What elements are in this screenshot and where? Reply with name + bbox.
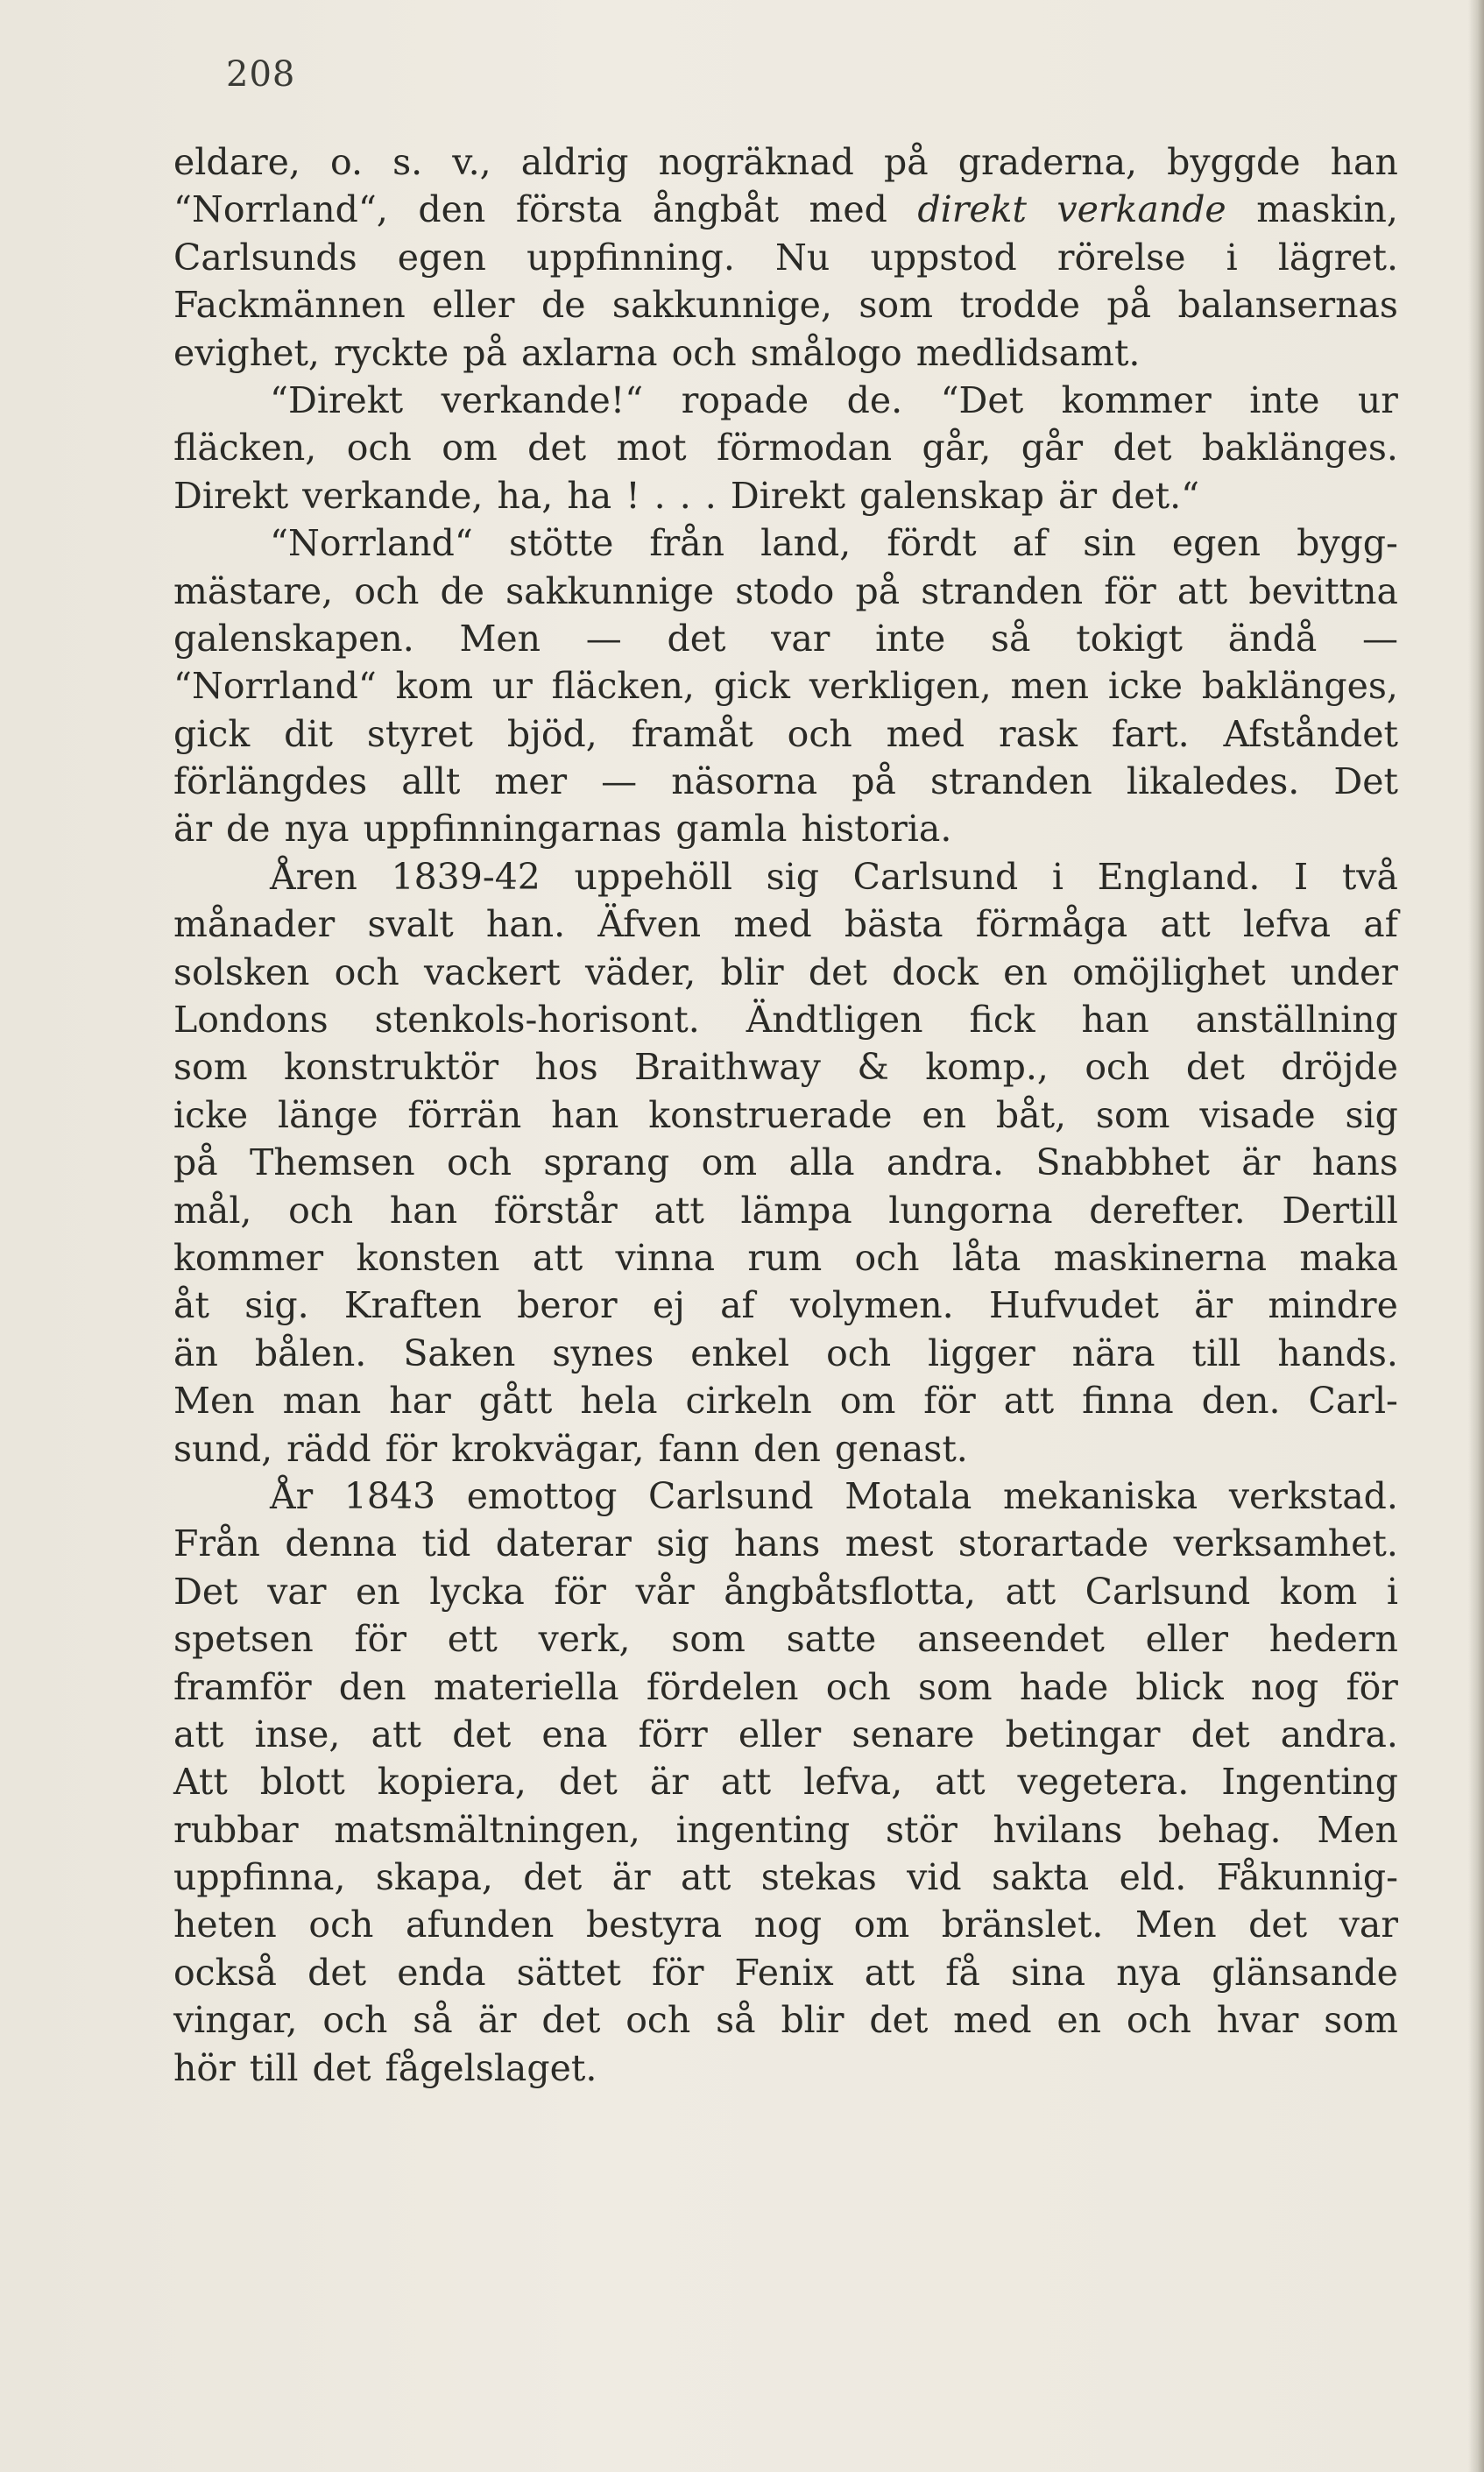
text-line: förlängdes allt mer — näsorna på stranden likaledes. Det: [173, 760, 1398, 803]
text-line: som konstruktör hos Braithway & komp., och det dröjde: [173, 1046, 1398, 1089]
text-line: på Themsen och sprang om alla andra. Snabbhet är hans: [173, 1141, 1398, 1184]
page-edge-shadow: [1468, 0, 1484, 2472]
text-line: spetsen för ett verk, som satte anseendet eller hedern: [173, 1618, 1398, 1661]
text-line: är de nya uppfinningarnas gamla historia.: [173, 808, 952, 851]
text-line: månader svalt han. Äfven med bästa förmåga att lefva af: [173, 903, 1398, 946]
text-line: “Norrland“ kom ur fläcken, gick verkligen, men icke baklänges,: [173, 665, 1398, 708]
text-line: Fackmännen eller de sakkunnige, som trodde på balansernas: [173, 284, 1398, 327]
text-line: Från denna tid daterar sig hans mest storartade verksamhet.: [173, 1522, 1398, 1565]
text-line: mästare, och de sakkunnige stodo på stranden för att bevittna: [173, 569, 1398, 612]
text-line: också det enda sättet för Fenix att få sina nya glänsande: [173, 1951, 1398, 1994]
page-number: 208: [226, 54, 296, 95]
text-line: “Direkt verkande!“ ropade de. “Det kommer inte ur: [270, 378, 1398, 421]
text-line: Direkt verkande, ha, ha ! . . . Direkt galenskap är det.“: [173, 474, 1200, 517]
text-line: framför den materiella fördelen och som hade blick nog för: [173, 1665, 1398, 1708]
text-line: Carlsunds egen uppfinning. Nu uppstod rörelse i lägret.: [173, 236, 1398, 279]
text-line: eldare, o. s. v., aldrig nogräknad på graderna, byggde han: [173, 141, 1398, 183]
text-line: Londons stenkols-horisont. Ändtligen fick han anställning: [173, 999, 1398, 1042]
text-line: galenskapen. Men — det var inte så tokigt ändå —: [173, 617, 1398, 660]
text-line: Men man har gått hela cirkeln om för att finna den. Carl-: [173, 1380, 1398, 1423]
text-line: “Norrland“ stötte från land, fördt af sin egen bygg-: [270, 522, 1398, 565]
text-line: att inse, att det ena förr eller senare betingar det andra.: [173, 1713, 1398, 1755]
text-line: År 1843 emottog Carlsund Motala mekaniska verkstad.: [270, 1474, 1398, 1517]
text-line: heten och afunden bestyra nog om bränslet. Men det var: [173, 1903, 1398, 1946]
text-line: Åren 1839-42 uppehöll sig Carlsund i England. I två: [270, 855, 1398, 898]
text-line: än bålen. Saken synes enkel och ligger nära till hands.: [173, 1331, 1398, 1374]
text-line: icke länge förrän han konstruerade en båt, som visade sig: [173, 1093, 1398, 1136]
text-line: gick dit styret bjöd, framåt och med rask fart. Afståndet: [173, 712, 1398, 755]
text-line: rubbar matsmältningen, ingenting stör hvilans behag. Men: [173, 1808, 1398, 1851]
text-line: hör till det fågelslaget.: [173, 2046, 597, 2089]
body-text: [173, 138, 1398, 2092]
text-line: mål, och han förstår att lämpa lungorna derefter. Dertill: [173, 1189, 1398, 1232]
text-line: Det var en lycka för vår ångbåtsflotta, att Carlsund kom i: [173, 1570, 1398, 1613]
text-line: solsken och vackert väder, blir det dock en omöjlighet under: [173, 950, 1398, 993]
text-line: vingar, och så är det och så blir det med en och hvar som: [173, 1999, 1398, 2042]
text-line: “Norrland“, den första ångbåt med direkt verkande maskin,: [173, 188, 1398, 231]
text-line: Att blott kopiera, det är att lefva, att vegetera. Ingenting: [173, 1761, 1398, 1804]
text-line: åt sig. Kraften beror ej af volymen. Hufvudet är mindre: [173, 1284, 1398, 1327]
text-line: uppfinna, skapa, det är att stekas vid sakta eld. Fåkunnig-: [173, 1856, 1398, 1899]
text-line: fläcken, och om det mot förmodan går, går det baklänges.: [173, 427, 1398, 470]
text-line: kommer konsten att vinna rum och låta maskinerna maka: [173, 1236, 1398, 1279]
text-line: sund, rädd för krokvägar, fann den genast.: [173, 1427, 968, 1470]
text-line: evighet, ryckte på axlarna och smålogo medlidsamt.: [173, 331, 1141, 374]
